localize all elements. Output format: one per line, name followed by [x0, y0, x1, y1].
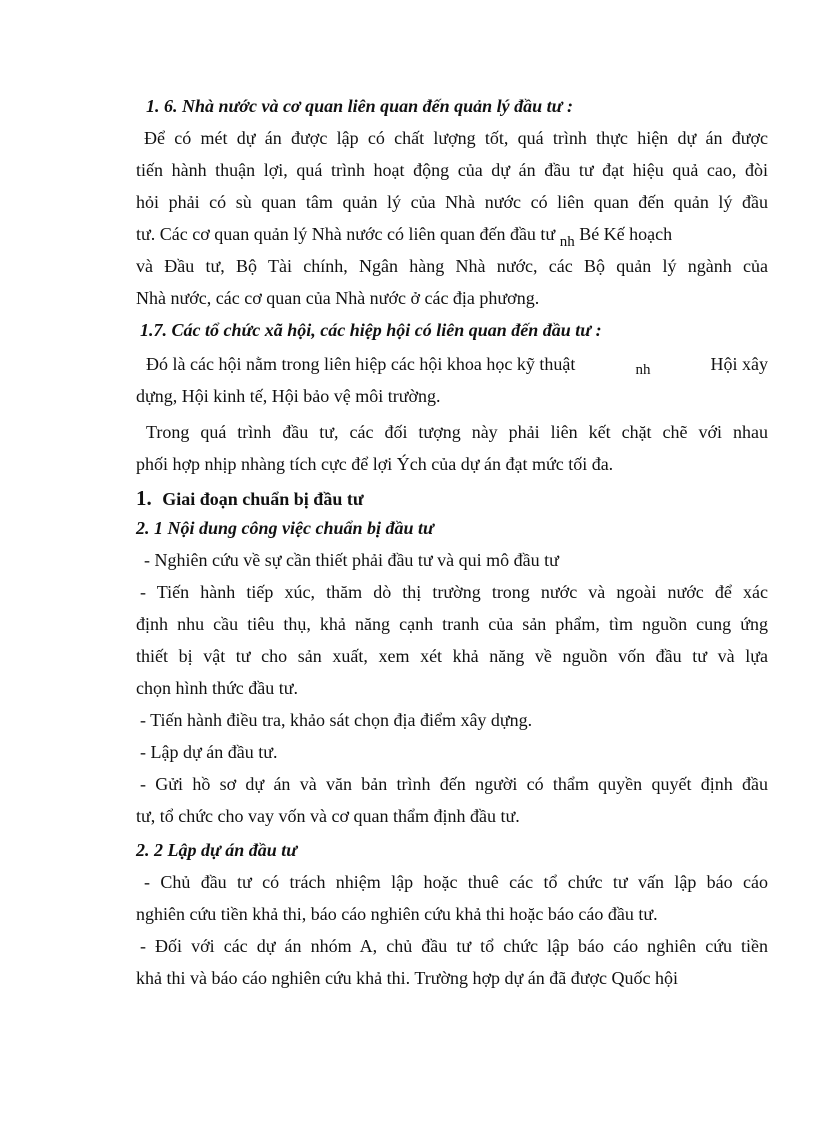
- list-2-1-item-5-line-2: tư, tổ chức cho vay vốn và cơ quan thẩm định đầu tư.: [136, 806, 520, 826]
- list-2-1-item-4: - Lập dự án đầu tư.: [140, 742, 278, 762]
- list-2-1-item-2-line-1: - Tiến hành tiếp xúc, thăm dò thị trường trong nước và ngoài nước để xác: [140, 582, 768, 602]
- list-2-2-item-1-line-2: nghiên cứu tiền khả thi, báo cáo nghiên cứu khả thi hoặc báo cáo đầu tư.: [136, 904, 658, 924]
- paragraph-intro-line-1: Trong quá trình đầu tư, các đối tượng này phải liên kết chặt chẽ với nhau: [146, 422, 768, 442]
- paragraph-1-6-line-4-text: tư. Các cơ quan quản lý Nhà nước có liên quan đến đầu tư: [136, 224, 556, 244]
- paragraph-1-7-line-1: [146, 352, 768, 376]
- paragraph-1-6-line-4-end: Bé Kế hoạch: [579, 224, 673, 244]
- paragraph-1-7-line-1-end: Hội xây: [710, 354, 768, 374]
- section-2-title: Giai đoạn chuẩn bị đầu tư: [162, 489, 364, 509]
- heading-1-7: 1.7. Các tổ chức xã hội, các hiệp hội có liên quan đến đầu tư :: [140, 320, 602, 340]
- section-2-number: 1.: [136, 486, 152, 510]
- heading-2-1: 2. 1 Nội dung công việc chuẩn bị đầu tư: [136, 518, 434, 538]
- heading-2-2: 2. 2 Lập dự án đầu tư: [136, 840, 298, 860]
- paragraph-1-7-line-1-text: Đó là các hội nằm trong liên hiệp các hội khoa học kỹ thuật: [146, 354, 576, 374]
- paragraph-1-6-line-6: Nhà nước, các cơ quan của Nhà nước ở các địa phương.: [136, 288, 540, 308]
- list-2-1-item-1: - Nghiên cứu về sự cần thiết phải đầu tư và qui mô đầu tư: [144, 550, 559, 570]
- paragraph-1-6-line-1: Để có mét dự án được lập có chất lượng tốt, quá trình thực hiện dự án được: [144, 128, 768, 148]
- paragraph-1-6-line-5: và Đầu tư, Bộ Tài chính, Ngân hàng Nhà nước, các Bộ quản lý ngành của: [136, 256, 768, 276]
- list-2-1-item-2-line-3: thiết bị vật tư cho sản xuất, xem xét khả năng về nguồn vốn đầu tư và lựa: [136, 646, 768, 666]
- paragraph-1-7-line-1-nh: nh: [635, 362, 651, 378]
- paragraph-1-6-line-4: [136, 222, 672, 248]
- section-2-heading: [136, 486, 364, 511]
- list-2-2-item-2-line-1: - Đối với các dự án nhóm A, chủ đầu tư tổ chức lập báo cáo nghiên cứu tiền: [140, 936, 768, 956]
- list-2-1-item-3: - Tiến hành điều tra, khảo sát chọn địa điểm xây dựng.: [140, 710, 533, 730]
- list-2-1-item-2-line-2: định nhu cầu tiêu thụ, khả năng cạnh tranh của sản phẩm, tìm nguồn cung ứng: [136, 614, 768, 634]
- paragraph-1-7-line-2: dựng, Hội kinh tế, Hội bảo vệ môi trường.: [136, 386, 441, 406]
- list-2-2-item-2-line-2: khả thi và báo cáo nghiên cứu khả thi. Trường hợp dự án đã được Quốc hội: [136, 968, 678, 988]
- list-2-2-item-1-line-1: - Chủ đầu tư có trách nhiệm lập hoặc thuê các tổ chức tư vấn lập báo cáo: [144, 872, 768, 892]
- list-2-1-item-2-line-4: chọn hình thức đầu tư.: [136, 678, 298, 698]
- paragraph-1-6-line-3: hỏi phải có sù quan tâm quản lý của Nhà nước có liên quan đến quản lý đầu: [136, 192, 768, 212]
- paragraph-intro-line-2: phối hợp nhịp nhàng tích cực để lợi Ých của dự án đạt mức tối đa.: [136, 454, 614, 474]
- heading-1-6: 1. 6. Nhà nước và cơ quan liên quan đến quản lý đầu tư :: [146, 96, 573, 116]
- paragraph-1-6-line-2: tiến hành thuận lợi, quá trình hoạt động của dự án đầu tư đạt hiệu quả cao, đòi: [136, 160, 768, 180]
- list-2-1-item-5-line-1: - Gửi hồ sơ dự án và văn bản trình đến người có thẩm quyền quyết định đầu: [140, 774, 768, 794]
- paragraph-1-6-line-4-nh: nh: [559, 234, 575, 250]
